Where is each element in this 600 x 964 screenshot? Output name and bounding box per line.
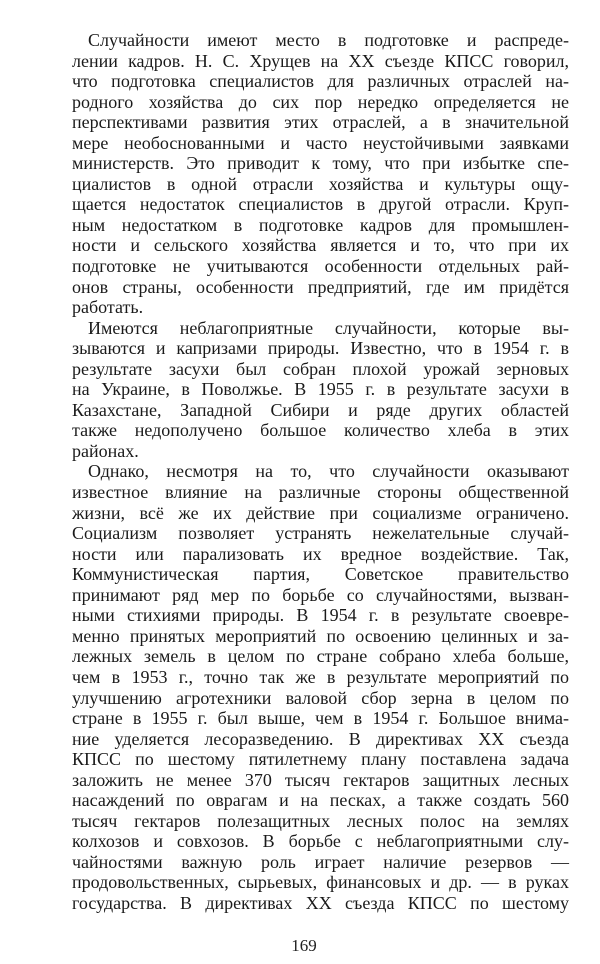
- text-line: колхозов и совхозов. В борьбе с неблагоприятными слу-: [72, 831, 569, 852]
- text-line: стране в 1955 г. был выше, чем в 1954 г. Большое внима-: [72, 708, 569, 729]
- text-line: Социализм позволяет устранять нежелательные случай-: [72, 523, 569, 544]
- text-line: родного хозяйства до сих пор нередко определяется не: [72, 91, 569, 112]
- text-line: щается недостаток специалистов в другой отрасли. Круп-: [72, 194, 569, 215]
- text-line: КПСС по шестому пятилетнему плану поставлена задача: [72, 749, 569, 770]
- text-line: Казахстане, Западной Сибири и ряде других областей: [72, 399, 569, 420]
- text-line: жизни, всё же их действие при социализме ограничено.: [72, 502, 569, 523]
- paragraph: [72, 318, 569, 462]
- text-line: ние уделяется лесоразведению. В директивах XX съезда: [72, 728, 569, 749]
- text-line: тысяч гектаров полезащитных лесных полос на землях: [72, 810, 569, 831]
- text-line: что подготовка специалистов для различных отраслей на-: [72, 71, 569, 92]
- text-line: на Украине, в Поволжье. В 1955 г. в результате засухи в: [72, 379, 569, 400]
- text-line: чем в 1953 г., точно так же в результате мероприятий по: [72, 666, 569, 687]
- text-line: ными стихиями природы. В 1954 г. в результате своевре-: [72, 605, 569, 626]
- text-line: министерств. Это приводит к тому, что при избытке спе-: [72, 153, 569, 174]
- text-line: ности и сельского хозяйства является и то, что при их: [72, 235, 569, 256]
- page-body: [72, 30, 569, 914]
- text-line: известное влияние на различные стороны общественной: [72, 482, 569, 503]
- text-line: результате засухи был собран плохой урожай зерновых: [72, 358, 569, 379]
- page-number: 169: [291, 936, 317, 955]
- text-line: Однако, несмотря на то, что случайности оказывают: [88, 461, 569, 482]
- text-line: лении кадров. Н. С. Хрущев на XX съезде КПСС говорил,: [72, 50, 569, 71]
- text-line: улучшению агротехники валовой сбор зерна в целом по: [72, 687, 569, 708]
- text-line: Коммунистическая партия, Советское правительство: [72, 564, 569, 585]
- text-line: также недополучено большое количество хлеба в этих: [72, 420, 569, 441]
- text-line: онов страны, особенности предприятий, где им придётся: [72, 276, 569, 297]
- text-line: ным недостатком в подготовке кадров для промышлен-: [72, 214, 569, 235]
- text-line: чайностями важную роль играет наличие резервов —: [72, 851, 569, 872]
- text-line: менно принятых мероприятий по освоению целинных и за-: [72, 625, 569, 646]
- text-line: районах.: [72, 440, 139, 461]
- text-line: зываются и капризами природы. Известно, что в 1954 г. в: [72, 338, 569, 359]
- text-line: перспективами развития этих отраслей, а в значительной: [72, 112, 569, 133]
- paragraph: [72, 461, 569, 913]
- text-line: заложить не менее 370 тысяч гектаров защитных лесных: [72, 769, 569, 790]
- text-line: мере необоснованными и часто неустойчивыми заявками: [72, 132, 569, 153]
- text-line: ности или парализовать их вредное воздействие. Так,: [72, 543, 569, 564]
- paragraph: [72, 30, 569, 318]
- text-line: работать.: [72, 297, 144, 318]
- text-line: насаждений по оврагам и на песках, а также создать 560: [72, 790, 569, 811]
- text-line: принимают ряд мер по борьбе со случайностями, вызван-: [72, 584, 569, 605]
- text-line: Случайности имеют место в подготовке и распреде-: [88, 30, 569, 50]
- text-line: Имеются неблагоприятные случайности, которые вы-: [88, 317, 569, 338]
- text-line: продовольственных, сырьевых, финансовых и др. — в руках: [72, 872, 569, 893]
- text-line: лежных земель в целом по стране собрано хлеба больше,: [72, 646, 569, 667]
- text-line: подготовке не учитываются особенности отдельных рай-: [72, 256, 569, 277]
- text-line: циалистов в одной отрасли хозяйства и культуры ощу-: [72, 173, 569, 194]
- text-line: государства. В директивах XX съезда КПСС по шестому: [72, 892, 569, 913]
